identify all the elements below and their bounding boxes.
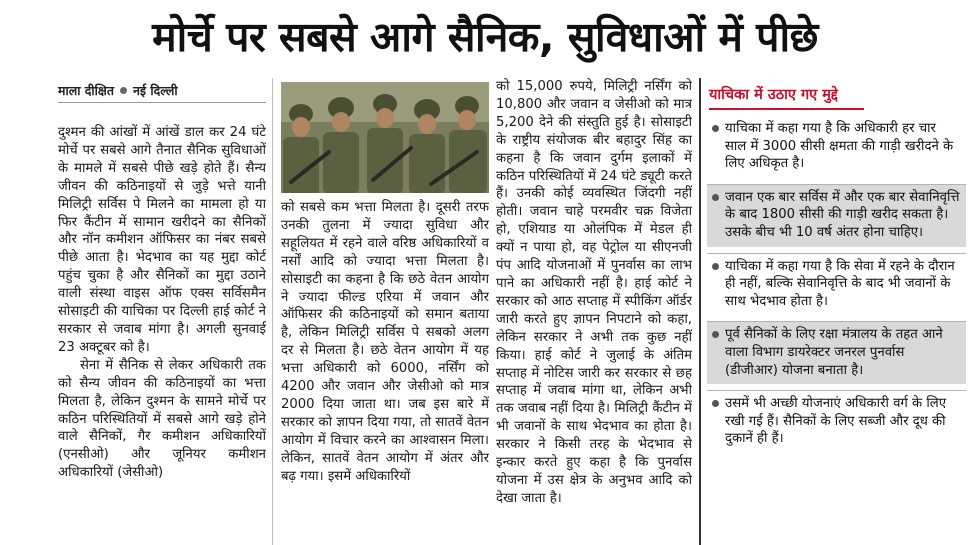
soldiers-photo	[281, 82, 489, 193]
bullet-icon	[712, 400, 719, 407]
sidebar-point	[707, 321, 966, 384]
byline-dot-icon	[120, 87, 127, 94]
bullet-icon	[712, 263, 719, 270]
sidebar-point-text: उसमें भी अच्छी योजनाएं अधिकारी वर्ग के लिए रखी गई हैं। सैनिकों के लिए सब्जी और दूध की दुकानें ही हैं।	[725, 396, 947, 447]
column-divider	[272, 78, 273, 545]
article-paragraph: को सबसे कम भत्ता मिलता है। दूसरी तरफ उनकी तुलना में ज्यादा सुविधा और सहूलियत में रहने वाले वरिष्ठ अधिकारियों व नर्सों आदि को ज्यादा भत्ता मिलता है। सोसाइटी का कहना है कि छठे वेतन आयोग ने ज्यादा फील्ड एरिया में जवान और ऑफिसर की कठिनाइयों को समान बताया है, लेकिन मिलिट्री सर्विस पे सबको अलग दर से मिलता है। छठे वेतन आयोग में यह भत्ता अधिकारी को 6000, नर्सिंग को 4200 और जवान और जेसीओ को मात्र 2000 दिया जाता था। जब इस बारे में सरकार को ज्ञापन दिया गया, तो सातवें वेतन आयोग में विचार करने का आश्वासन मिला। लेकिन, सातवें वेतन आयोग में अंतर और बढ़ गया। इसमें अधिकारियों	[281, 200, 489, 484]
byline-author: माला दीक्षित	[58, 83, 114, 98]
sidebar-point-text: याचिका में कहा गया है कि सेवा में रहने के दौरान ही नहीं, बल्कि सेवानिवृत्ति के बाद भी जवानों के साथ भेदभाव होता है।	[725, 258, 955, 309]
sidebar-box	[705, 78, 970, 545]
article-column-2	[281, 199, 489, 545]
bullet-icon	[712, 331, 719, 338]
byline	[58, 82, 266, 99]
article-column-1	[58, 124, 266, 545]
bullet-icon	[712, 194, 719, 201]
sidebar-point	[707, 116, 966, 178]
byline-location: नई दिल्ली	[132, 83, 178, 98]
sidebar-divider	[699, 78, 701, 545]
article-paragraph: को 15,000 रुपये, मिलिट्री नर्सिंग को 10,800 और जवान व जेसीओ को मात्र 5,200 देने की संस्तुति हुई है। सोसाइटी के राष्ट्रीय संयोजक बीर बहादुर सिंह का कहना है कि जवान दुर्गम इलाकों में कठिन परिस्थितियों में 24 घंटे ड्यूटी करते हैं। उनकी कोई व्यवस्थित जिंदगी नहीं होती। जवान चाहे परमवीर चक्र विजेता हो, एशियाड या ओलंपिक में मेडल ही क्यों न पाया हो, वह पेट्रोल या सीएनजी पंप आदि योजनाओं में पुनर्वास का लाभ पाने का अधिकारी नहीं है। हाई कोर्ट ने सरकार को आठ सप्ताह में स्पीकिंग ऑर्डर जारी करते हुए ज्ञापन निपटाने को कहा, लेकिन सरकार ने अभी तक कुछ नहीं किया। हाई कोर्ट ने जुलाई के अंतिम सप्ताह में नोटिस जारी कर सरकार से छह सप्ताह में जवाब मांगा था, लेकिन अभी तक जवाब नहीं दिया है। मिलिट्री कैंटीन में भी जवानों के साथ भेदभाव का होता है। सरकार ने किसी तरह के भेदभाव से इन्कार करते हुए कहा है कि पुनर्वास योजना में उस क्षेत्र के अनुभव आदि को देखा जाता है।	[496, 79, 692, 506]
byline-divider	[58, 102, 266, 103]
sidebar-point-text: याचिका में कहा गया है कि अधिकारी हर चार साल में 3000 सीसी क्षमता की गाड़ी खरीदने के लिए अधिकृत है।	[725, 121, 954, 172]
soldiers-photo-icon	[281, 82, 489, 193]
headline: मोर्चे पर सबसे आगे सैनिक, सुविधाओं में पीछे	[152, 13, 818, 61]
article-paragraph: सेना में सैनिक से लेकर अधिकारी तक को सैन्य जीवन की कठिनाइयों का भत्ता मिलता है, लेकिन दुश्मन के सामने मोर्चे पर कठिन परिस्थितियों में सबसे आगे खड़े होने वाले सैनिकों, गैर कमीशन अधिकारियों (एनसीओ) और जूनियर कमीशन अधिकारियों (जेसीओ)	[58, 357, 266, 481]
sidebar-point-text: जवान एक बार सर्विस में और एक बार सेवानिवृत्ति के बाद 1800 सीसी की गाड़ी खरीद सकता है। उसके बीच भी 10 वर्ष अंतर होना चाहिए।	[725, 189, 960, 240]
article-column-3	[496, 78, 692, 545]
sidebar-title-underline	[709, 108, 864, 110]
sidebar-point	[707, 253, 966, 316]
article-paragraph: दुश्मन की आंखों में आंखें डाल कर 24 घंटे मोर्चे पर सबसे आगे तैनात सैनिक सुविधाओं के मामले में सबसे पीछे खड़े होते हैं। सैन्य जीवन की कठिनाइयों से जुड़े भत्ते यानी मिलिट्री सर्विस पे मिलने का मामला हो या फिर कैंटीन में सामान खरीदने का सैनिकों और नॉन कमीशन ऑफिसर का नंबर सबसे पीछे आता है। भेदभाव का यह मुद्दा कोर्ट पहुंच चुका है और सैनिकों का मुद्दा उठाने वाली संस्था वाइस ऑफ एक्स सर्विसमैन सोसाइटी की याचिका पर दिल्ली हाई कोर्ट ने सरकार से जवाब मांगा है। अगली सुनवाई 23 अक्टूबर को है।	[58, 125, 266, 355]
sidebar-point-text: पूर्व सैनिकों के लिए रक्षा मंत्रालय के तहत आने वाला विभाग डायरेक्टर जनरल पुनर्वास (डीजीआर) योजना बनाता है।	[725, 327, 943, 378]
sidebar-point	[707, 390, 966, 453]
sidebar-title: याचिका में उठाए गए मुद्दे	[709, 87, 838, 103]
bullet-icon	[712, 125, 719, 132]
sidebar-point	[707, 184, 966, 247]
